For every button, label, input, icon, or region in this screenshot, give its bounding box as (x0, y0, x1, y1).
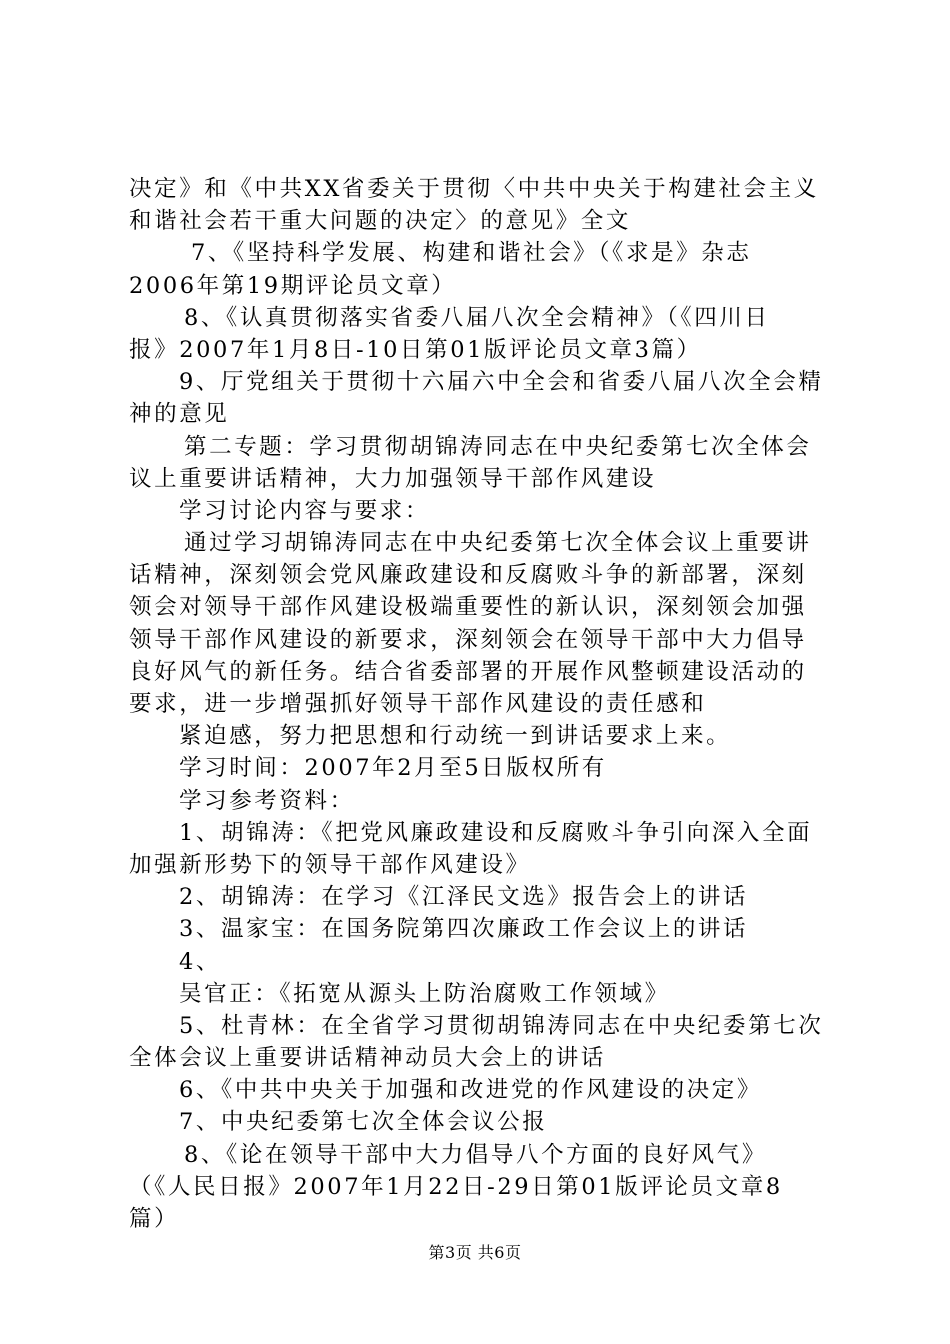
text-line: 7、《坚持科学发展、构建和谐社会》（《求是》杂志 (191, 240, 752, 267)
text-line: 第二专题：学习贯彻胡锦涛同志在中央纪委第七次全体会 (184, 433, 812, 460)
text-line: 紧迫感，努力把思想和行动统一到讲话要求上来。 (179, 723, 732, 750)
text-line: 7、中央纪委第七次全体会议公报 (179, 1109, 548, 1136)
text-line: 1、胡锦涛：《把党风廉政建设和反腐败斗争引向深入全面 (179, 819, 813, 846)
text-line: 通过学习胡锦涛同志在中央纪委第七次全体会议上重要讲 (184, 530, 812, 557)
text-line: 学习参考资料： (179, 787, 355, 814)
text-line: 全体会议上重要讲话精神动员大会上的讲话 (129, 1045, 606, 1072)
text-line: 5、杜青林：在全省学习贯彻胡锦涛同志在中央纪委第七次 (179, 1012, 824, 1039)
text-line: 领导干部作风建设的新要求，深刻领会在领导干部中大力倡导 (129, 626, 807, 653)
text-line: 9、厅党组关于贯彻十六届六中全会和省委八届八次全会精 (179, 369, 824, 396)
text-line: 要求，进一步增强抓好领导干部作风建设的责任感和 (129, 691, 707, 717)
text-line: 领会对领导干部作风建设极端重要性的新认识，深刻领会加强 (129, 594, 807, 621)
text-line: 2、胡锦涛：在学习《江泽民文选》报告会上的讲话 (179, 884, 749, 911)
text-line: 神的意见 (129, 401, 230, 428)
text-line: 加强新形势下的领导干部作风建设》 (129, 851, 531, 878)
text-line: 学习讨论内容与要求： (179, 497, 431, 524)
text-line: （《人民日报》2007年1月22日-29日第01版评论员文章8 (129, 1173, 783, 1200)
document-body (129, 173, 829, 1235)
page-footer: 第3页 共6页 (428, 1243, 522, 1262)
text-line: 篇） (129, 1206, 180, 1232)
text-line: 和谐社会若干重大问题的决定〉的意见》全文 (129, 208, 632, 235)
text-line: 3、温家宝：在国务院第四次廉政工作会议上的讲话 (179, 916, 749, 943)
text-line: 报》2007年1月8日-10日第01版评论员文章3篇） (129, 336, 702, 363)
text-line: 决定》和《中共XX省委关于贯彻〈中共中央关于构建社会主义 (129, 176, 819, 202)
text-line: 8、《论在领导干部中大力倡导八个方面的良好风气》 (184, 1141, 767, 1168)
text-line: 议上重要讲话精神，大力加强领导干部作风建设 (129, 465, 657, 492)
text-line: 6、《中共中央关于加强和改进党的作风建设的决定》 (179, 1077, 762, 1104)
text-line: 吴官正：《拓宽从源头上防治腐败工作领域》 (179, 980, 670, 1007)
text-line: 4、 (179, 948, 222, 975)
text-line: 8、《认真贯彻落实省委八届八次全会精神》（《四川日 (184, 304, 770, 331)
text-line: 学习时间：2007年2月至5日版权所有 (179, 755, 607, 782)
text-line: 2006年第19期评论员文章） (129, 272, 457, 299)
text-line: 良好风气的新任务。结合省委部署的开展作风整顿建设活动的 (129, 658, 807, 685)
text-line: 话精神，深刻领会党风廉政建设和反腐败斗争的新部署，深刻 (129, 562, 807, 589)
